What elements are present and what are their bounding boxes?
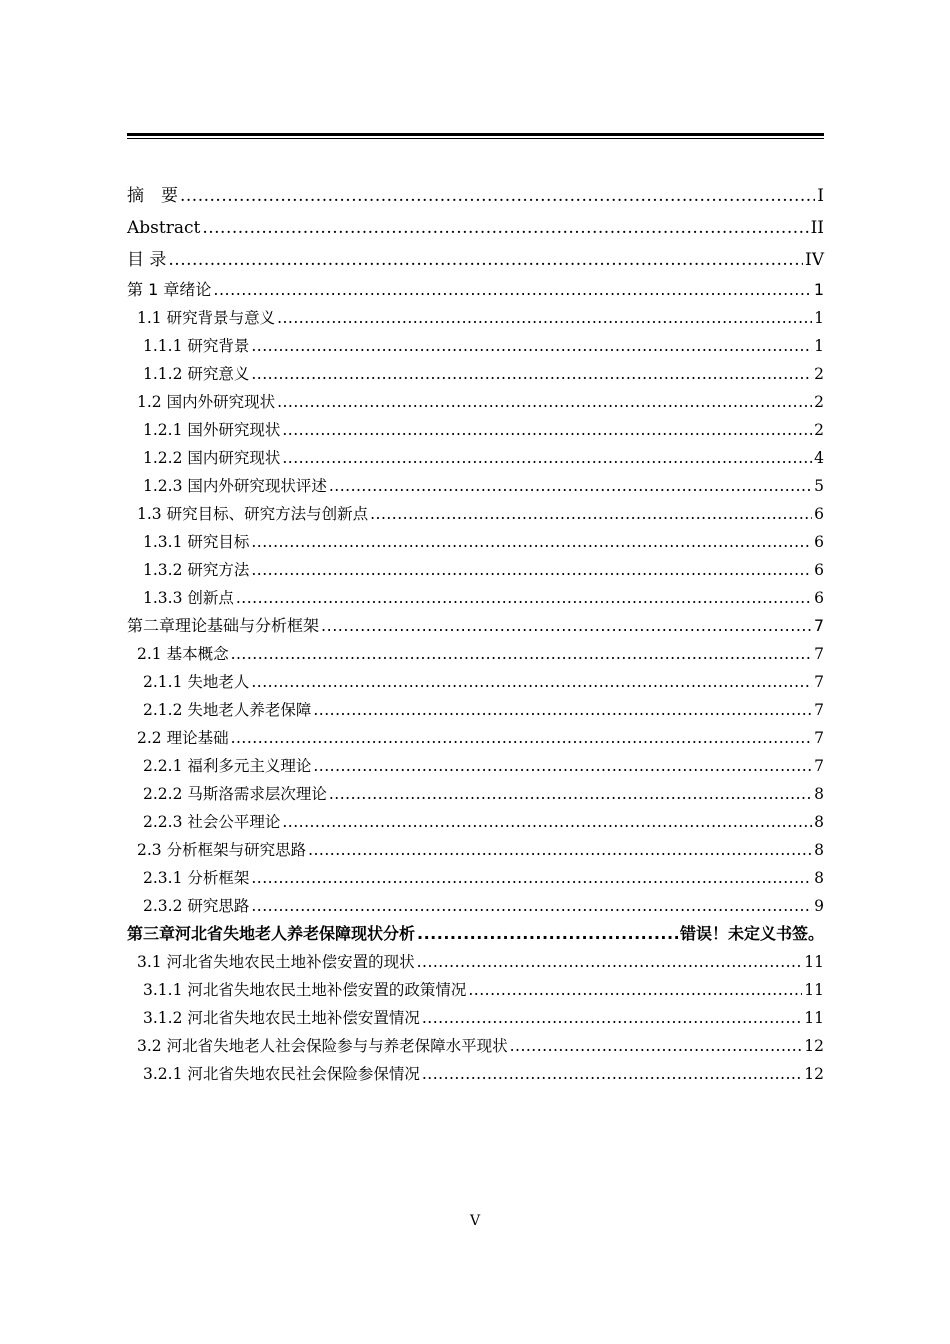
- toc-dot-leader: [417, 948, 803, 976]
- toc-entry-title: 1.1.1 研究背景: [143, 337, 250, 355]
- toc-dot-leader: [417, 920, 678, 948]
- toc-dot-leader: [231, 640, 813, 668]
- toc-dot-leader: [282, 416, 812, 444]
- toc-entry-page: IV: [805, 250, 824, 270]
- toc-entry[interactable]: [127, 304, 824, 332]
- toc-dot-leader: [251, 360, 812, 388]
- toc-entry[interactable]: [127, 808, 824, 836]
- toc-entry-page: II: [810, 218, 824, 238]
- toc-entry[interactable]: [127, 444, 824, 472]
- toc-entry-title: 1.3 研究目标、研究方法与创新点: [137, 505, 369, 523]
- toc-entry-page: 7: [814, 701, 824, 719]
- toc-entry[interactable]: [127, 556, 824, 584]
- toc-entry-title: 3.1.2 河北省失地农民土地补偿安置情况: [143, 1009, 420, 1027]
- toc-dot-leader: [282, 444, 812, 472]
- toc-entry[interactable]: [127, 584, 824, 612]
- toc-entry-page: 7: [814, 645, 824, 663]
- toc-entry-page: 11: [804, 1009, 824, 1027]
- toc-entry-page: 6: [814, 533, 824, 551]
- toc-entry-page: 2: [814, 421, 824, 439]
- toc-dot-leader: [202, 212, 808, 244]
- toc-dot-leader: [510, 1032, 803, 1060]
- toc-dot-leader: [251, 332, 812, 360]
- header-rule-thick: [127, 133, 824, 136]
- header-rule-thin: [127, 138, 824, 139]
- toc-entry-page: 8: [814, 785, 824, 803]
- toc-entry-page: 11: [804, 981, 824, 999]
- toc-entry-page: 8: [814, 813, 824, 831]
- toc-dot-leader: [277, 388, 812, 416]
- toc-entry-title: 3.2 河北省失地老人社会保险参与与养老保障水平现状: [137, 1037, 508, 1055]
- toc-entry-title: 2.1.1 失地老人: [143, 673, 250, 691]
- toc-dot-leader: [422, 1060, 802, 1088]
- toc-entry-title: 1.2.1 国外研究现状: [143, 421, 281, 439]
- toc-dot-leader: [251, 668, 812, 696]
- toc-dot-leader: [329, 780, 812, 808]
- toc-entry-page: 7: [814, 757, 824, 775]
- toc-dot-leader: [251, 528, 812, 556]
- toc-entry[interactable]: [127, 180, 824, 212]
- toc-dot-leader: [422, 1004, 802, 1032]
- toc-entry[interactable]: [127, 1004, 824, 1032]
- toc-entry-page: 8: [814, 841, 824, 859]
- toc-entry-title: 2.2.2 马斯洛需求层次理论: [143, 785, 327, 803]
- table-of-contents: [127, 180, 824, 1088]
- toc-entry-title: 1.3.2 研究方法: [143, 561, 250, 579]
- toc-dot-leader: [213, 276, 811, 304]
- toc-entry-page: 7: [814, 673, 824, 691]
- toc-entry-page: 1: [814, 337, 824, 355]
- toc-entry-title: 2.2 理论基础: [137, 729, 229, 747]
- toc-entry[interactable]: [127, 696, 824, 724]
- toc-entry-title: Abstract: [127, 218, 201, 238]
- toc-entry-page: 11: [804, 953, 824, 971]
- toc-dot-leader: [282, 808, 812, 836]
- toc-entry[interactable]: [127, 1032, 824, 1060]
- toc-entry-title: 2.1.2 失地老人养老保障: [143, 701, 312, 719]
- toc-entry-page: 8: [814, 869, 824, 887]
- toc-entry-page: 4: [814, 449, 824, 467]
- toc-dot-leader: [370, 500, 812, 528]
- toc-entry[interactable]: [127, 668, 824, 696]
- toc-entry[interactable]: [127, 244, 824, 276]
- toc-dot-leader: [236, 584, 812, 612]
- toc-entry[interactable]: [127, 276, 824, 304]
- toc-dot-leader: [251, 892, 812, 920]
- toc-entry[interactable]: [127, 612, 824, 640]
- toc-entry[interactable]: [127, 780, 824, 808]
- toc-entry[interactable]: [127, 724, 824, 752]
- toc-dot-leader: [321, 612, 812, 640]
- toc-entry-page: 1: [813, 280, 824, 299]
- toc-entry-page: 6: [814, 561, 824, 579]
- toc-entry-title: 3.1.1 河北省失地农民土地补偿安置的政策情况: [143, 981, 467, 999]
- toc-entry-page: 12: [804, 1037, 824, 1055]
- toc-entry-page: 7: [814, 729, 824, 747]
- toc-entry[interactable]: [127, 360, 824, 388]
- toc-entry-title: 2.3.2 研究思路: [143, 897, 250, 915]
- toc-dot-leader: [468, 976, 802, 1004]
- toc-entry-title: 2.3 分析框架与研究思路: [137, 841, 307, 859]
- toc-entry[interactable]: [127, 416, 824, 444]
- toc-entry[interactable]: [127, 472, 824, 500]
- toc-dot-leader: [251, 556, 812, 584]
- toc-entry[interactable]: [127, 528, 824, 556]
- toc-entry-page: 5: [814, 477, 824, 495]
- toc-entry-title: 2.2.1 福利多元主义理论: [143, 757, 312, 775]
- page-number: V: [469, 1213, 481, 1229]
- toc-entry[interactable]: [127, 212, 824, 244]
- toc-entry[interactable]: [127, 920, 824, 948]
- toc-dot-leader: [313, 752, 812, 780]
- toc-entry[interactable]: [127, 388, 824, 416]
- toc-entry-page: 7: [813, 616, 824, 635]
- toc-entry[interactable]: [127, 752, 824, 780]
- toc-dot-leader: [251, 864, 812, 892]
- toc-entry-title: 1.2.2 国内研究现状: [143, 449, 281, 467]
- toc-dot-leader: [329, 472, 812, 500]
- toc-entry-page: 9: [814, 897, 824, 915]
- toc-entry-title: 目 录: [127, 250, 167, 270]
- toc-entry-page: 1: [814, 309, 824, 327]
- toc-entry-title: 第三章河北省失地老人养老保障现状分析: [127, 924, 416, 943]
- toc-entry-title: 1.2 国内外研究现状: [137, 393, 276, 411]
- toc-entry[interactable]: [127, 1060, 824, 1088]
- toc-entry-title: 1.2.3 国内外研究现状评述: [143, 477, 327, 495]
- toc-dot-leader: [180, 180, 815, 212]
- toc-entry-title: 1.3.1 研究目标: [143, 533, 250, 551]
- toc-entry[interactable]: [127, 640, 824, 668]
- toc-entry[interactable]: [127, 976, 824, 1004]
- toc-entry[interactable]: [127, 332, 824, 360]
- toc-dot-leader: [277, 304, 812, 332]
- toc-entry[interactable]: [127, 836, 824, 864]
- toc-entry-title: 1.3.3 创新点: [143, 589, 234, 607]
- toc-entry-title: 2.1 基本概念: [137, 645, 229, 663]
- toc-entry-page: I: [817, 186, 824, 206]
- toc-entry-title: 3.2.1 河北省失地农民社会保险参保情况: [143, 1065, 420, 1083]
- toc-entry-page: 6: [814, 589, 824, 607]
- toc-entry-page: 2: [814, 393, 824, 411]
- toc-entry-page: 12: [804, 1065, 824, 1083]
- toc-dot-leader: [168, 244, 803, 276]
- toc-entry-title: 2.2.3 社会公平理论: [143, 813, 281, 831]
- toc-entry-title: 摘 要: [127, 186, 178, 206]
- toc-entry[interactable]: [127, 864, 824, 892]
- toc-entry-page: 错误！未定义书签。: [679, 924, 824, 943]
- toc-entry-title: 1.1 研究背景与意义: [137, 309, 276, 327]
- toc-entry[interactable]: [127, 892, 824, 920]
- toc-entry-title: 3.1 河北省失地农民土地补偿安置的现状: [137, 953, 415, 971]
- toc-entry-title: 第二章理论基础与分析框架: [127, 616, 320, 635]
- toc-dot-leader: [231, 724, 813, 752]
- toc-entry-page: 6: [814, 505, 824, 523]
- toc-entry-title: 2.3.1 分析框架: [143, 869, 250, 887]
- toc-entry-page: 2: [814, 365, 824, 383]
- toc-dot-leader: [313, 696, 812, 724]
- toc-entry[interactable]: [127, 948, 824, 976]
- toc-entry[interactable]: [127, 500, 824, 528]
- toc-entry-title: 1.1.2 研究意义: [143, 365, 250, 383]
- toc-entry-title: 第 1 章绪论: [127, 280, 212, 299]
- toc-dot-leader: [308, 836, 812, 864]
